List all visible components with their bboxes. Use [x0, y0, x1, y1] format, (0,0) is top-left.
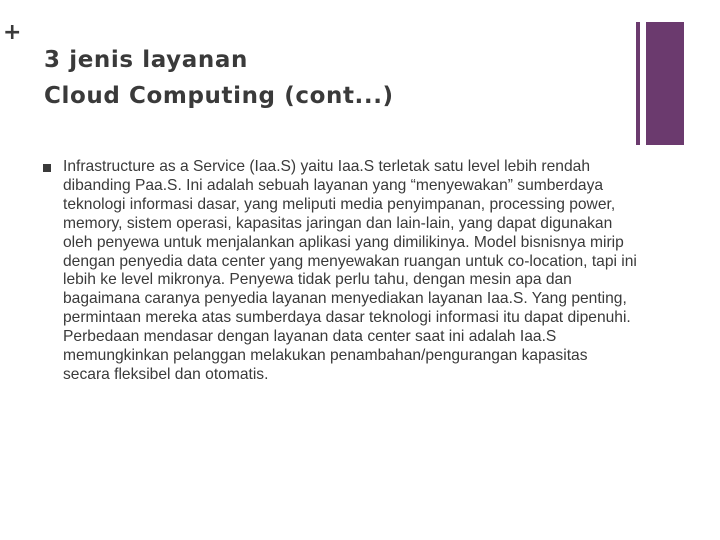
title-line-1: 3 jenis layanan [44, 47, 248, 73]
slide-content [43, 158, 638, 385]
plus-icon: + [3, 20, 22, 45]
accent-bar-thick [646, 22, 684, 145]
title-line-2: Cloud Computing (cont...) [44, 83, 394, 109]
accent-bar-thin [636, 22, 640, 145]
square-bullet-icon [43, 164, 51, 172]
bullet-item [43, 158, 638, 385]
bullet-text: Infrastructure as a Service (Iaa.S) yaitu Iaa.S terletak satu level lebih rendah dibanding Paa.S. Ini adalah sebuah layanan yang “menyewakan” sumberdaya teknologi informasi dasar, yang meliputi media penyimpanan, processing power, memory, sistem operasi, kapasitas jaringan dan lain-lain, yang dapat digunakan oleh penyewa untuk menjalankan aplikasi yang dimilikinya. Model bisnisnya mirip dengan penyedia data center yang menyewakan ruangan untuk co-location, tapi ini lebih ke level mikronya. Penyewa tidak perlu tahu, dengan mesin apa dan bagaimana caranya penyedia layanan menyediakan layanan Iaa.S. Yang penting, permintaan mereka atas sumberdaya dasar teknologi informasi itu dapat dipenuhi. Perbedaan mendasar dengan layanan data center saat ini adalah Iaa.S memungkinkan pelanggan melakukan penambahan/pengurangan kapasitas secara fleksibel dan otomatis. [63, 158, 637, 383]
slide-title [44, 42, 604, 114]
